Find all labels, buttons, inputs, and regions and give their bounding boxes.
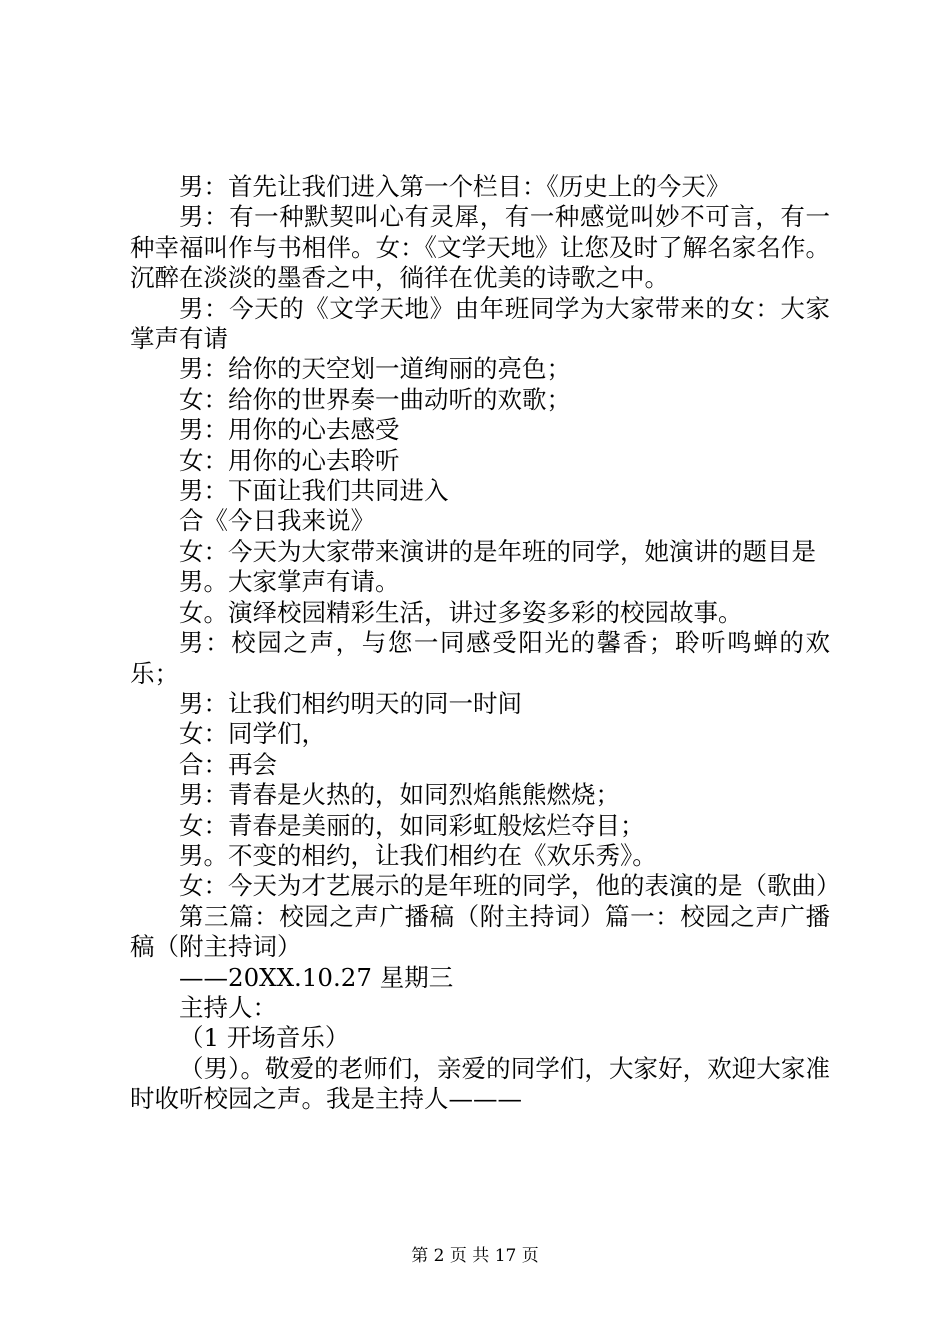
page-number-label: 第 2 页 共 17 页 [411, 1246, 539, 1266]
paragraph-24: （1 开场音乐） [179, 1023, 350, 1053]
paragraph-9: 合《今日我来说》 [179, 506, 375, 536]
document-body [130, 172, 841, 1115]
paragraph-18: 女：青春是美丽的，如同彩虹般炫烂夺目； [179, 810, 645, 840]
paragraph-10: 女：今天为大家带来演讲的是年班的同学，她演讲的题目是 [179, 536, 816, 566]
paragraph-12: 女。演绎校园精彩生活，讲过多姿多彩的校园故事。 [179, 597, 743, 627]
paragraph-7: 女：用你的心去聆听 [179, 445, 400, 475]
paragraph-21: 第三篇：校园之声广播稿（附主持词）篇一：校园之声广播稿（附主持词） [130, 901, 830, 962]
paragraph-22: ——20XX.10.27 星期三 [179, 962, 454, 992]
page-footer [0, 1245, 950, 1267]
paragraph-23: 主持人： [179, 992, 277, 1022]
paragraph-14: 男：让我们相约明天的同一时间 [179, 688, 522, 718]
paragraph-20: 女：今天为才艺展示的是年班的同学，他的表演的是（歌曲） [179, 871, 841, 901]
paragraph-15: 女：同学们， [179, 719, 326, 749]
paragraph-8: 男：下面让我们共同进入 [179, 476, 449, 506]
paragraph-4: 男：给你的天空划一道绚丽的亮色； [179, 354, 571, 384]
paragraph-11: 男。大家掌声有请。 [179, 567, 400, 597]
paragraph-16: 合：再会 [179, 749, 277, 779]
paragraph-17: 男：青春是火热的，如同烈焰熊熊燃烧； [179, 780, 620, 810]
paragraph-2: 男：有一种默契叫心有灵犀，有一种感觉叫妙不可言，有一种幸福叫作与书相伴。女：《文学天地》让您及时了解名家名作。沉醉在淡淡的墨香之中，徜徉在优美的诗歌之中。 [130, 202, 830, 293]
paragraph-1: 男：首先让我们进入第一个栏目：《历史上的今天》 [179, 172, 731, 201]
paragraph-13: 男：校园之声，与您一同感受阳光的馨香；聆听鸣蝉的欢乐； [130, 628, 830, 688]
paragraph-5: 女：给你的世界奏一曲动听的欢歌； [179, 384, 571, 414]
paragraph-19: 男。不变的相约，让我们相约在《欢乐秀》。 [179, 840, 657, 870]
paragraph-3: 男：今天的《文学天地》由年班同学为大家带来的女：大家掌声有请 [130, 293, 830, 354]
paragraph-25: （男）。敬爱的老师们，亲爱的同学们，大家好，欢迎大家准时收听校园之声。我是主持人——— [130, 1053, 830, 1114]
paragraph-6: 男：用你的心去感受 [179, 415, 400, 445]
